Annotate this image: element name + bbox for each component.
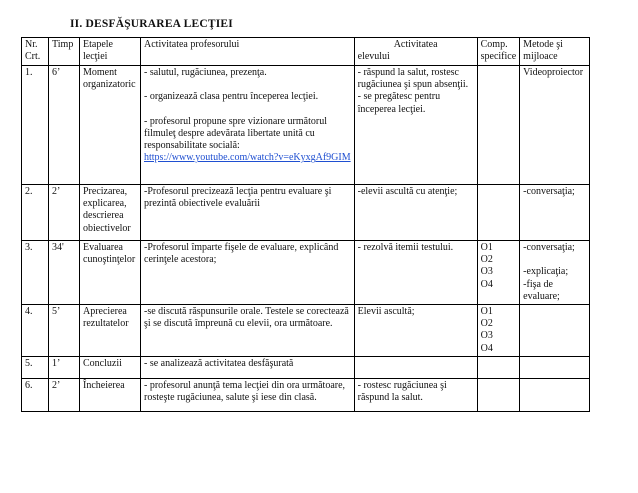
cell-nr: 2. (22, 185, 49, 241)
cell-nr: 1. (22, 66, 49, 185)
cell-comp (477, 66, 520, 185)
cell-timp: 2’ (49, 185, 80, 241)
table-row (22, 66, 590, 185)
cell-nr: 6. (22, 378, 49, 411)
cell-metode (520, 356, 590, 378)
cell-metode (520, 305, 590, 357)
cell-etapa: Încheierea (80, 378, 141, 411)
cell-activitatea-elevului (354, 356, 477, 378)
youtube-video-link[interactable]: https://www.youtube.com/watch?v=eKyxgAf9GIM (144, 152, 351, 164)
header-comp-specifice: Comp. specifice (477, 38, 520, 66)
table-header-row (22, 38, 590, 66)
cell-comp (477, 185, 520, 241)
cell-etapa: Aprecierea rezultatelor (80, 305, 141, 357)
cell-etapa: Moment organizatoric (80, 66, 141, 185)
cell-activitatea-elevului: - răspund la salut, rostesc rugăciunea şi spun absenţii. - se pregătesc pentru începerea lecţiei. (354, 66, 477, 185)
table-row (22, 378, 590, 411)
table-row (22, 356, 590, 378)
cell-activitatea-profesorului: -Profesorul precizează lecţia pentru evaluare şi prezintă obiectivele evaluării (141, 185, 355, 241)
cell-metode: Videoproiector (520, 66, 590, 185)
header-metode: Metode şi mijloace (520, 38, 590, 66)
cell-etapa: Concluzii (80, 356, 141, 378)
cell-nr: 3. (22, 241, 49, 305)
cell-activitatea-elevului: -elevii ascultă cu atenţie; (354, 185, 477, 241)
cell-timp: 34' (49, 241, 80, 305)
cell-activitatea-profesorului: -se discută răspunsurile orale. Testele se corectează şi se discută împreună cu elevii, ora următoare. (141, 305, 355, 357)
cell-nr: 4. (22, 305, 49, 357)
cell-timp: 2’ (49, 378, 80, 411)
cell-activitatea-profesorului: -Profesorul împarte fişele de evaluare, explicând cerinţele acestora; (141, 241, 355, 305)
table-row (22, 305, 590, 357)
cell-activitatea-profesorului: - se analizează activitatea desfăşurată (141, 356, 355, 378)
cell-activitatea-elevului: - rezolvă itemii testului. (354, 241, 477, 305)
cell-etapa: Precizarea, explicarea, descrierea obiectivelor (80, 185, 141, 241)
section-heading: II. DESFĂŞURAREA LECŢIEI (70, 18, 233, 30)
cell-timp: 6’ (49, 66, 80, 185)
header-activitatea-elevului: Activitatea elevului (354, 38, 477, 66)
table-row (22, 185, 590, 241)
cell-activitatea-elevului: - rostesc rugăciunea şi răspund la salut. (354, 378, 477, 411)
table-row (22, 241, 590, 305)
cell-activitatea-profesorului: - profesorul anunţă tema lecţiei din ora următoare, rosteşte rugăciunea, salute şi iese din clasă. (141, 378, 355, 411)
cell-metode: -conversaţia; (520, 185, 590, 241)
cell-activitatea-elevului: Elevii ascultă; (354, 305, 477, 357)
cell-etapa: Evaluarea cunoştinţelor (80, 241, 141, 305)
cell-timp: 1’ (49, 356, 80, 378)
cell-comp: O1 O2 O3 O4 (477, 305, 520, 357)
cell-metode (520, 378, 590, 411)
cell-comp: O1 O2 O3 O4 (477, 241, 520, 305)
header-timp: Timp (49, 38, 80, 66)
cell-nr: 5. (22, 356, 49, 378)
cell-metode: -conversaţia; -explicaţia; -fişa de evaluare; (520, 241, 590, 305)
cell-timp: 5’ (49, 305, 80, 357)
header-etapele: Etapele lecţiei (80, 38, 141, 66)
cell-comp (477, 356, 520, 378)
cell-comp (477, 378, 520, 411)
header-activitatea-profesorului: Activitatea profesorului (141, 38, 355, 66)
lesson-plan-table (21, 37, 590, 412)
cell-activitatea-profesorului: - salutul, rugăciunea, prezenţa. - organizează clasa pentru începerea lecţiei. - profesorul propune spre vizionare următorul filmuleţ despre adevărata libertate unită cu responsabilitate socială: https://www.youtube.com/watch?v=eKyxgAf9GIM (141, 66, 355, 185)
header-nr: Nr. Crt. (22, 38, 49, 66)
